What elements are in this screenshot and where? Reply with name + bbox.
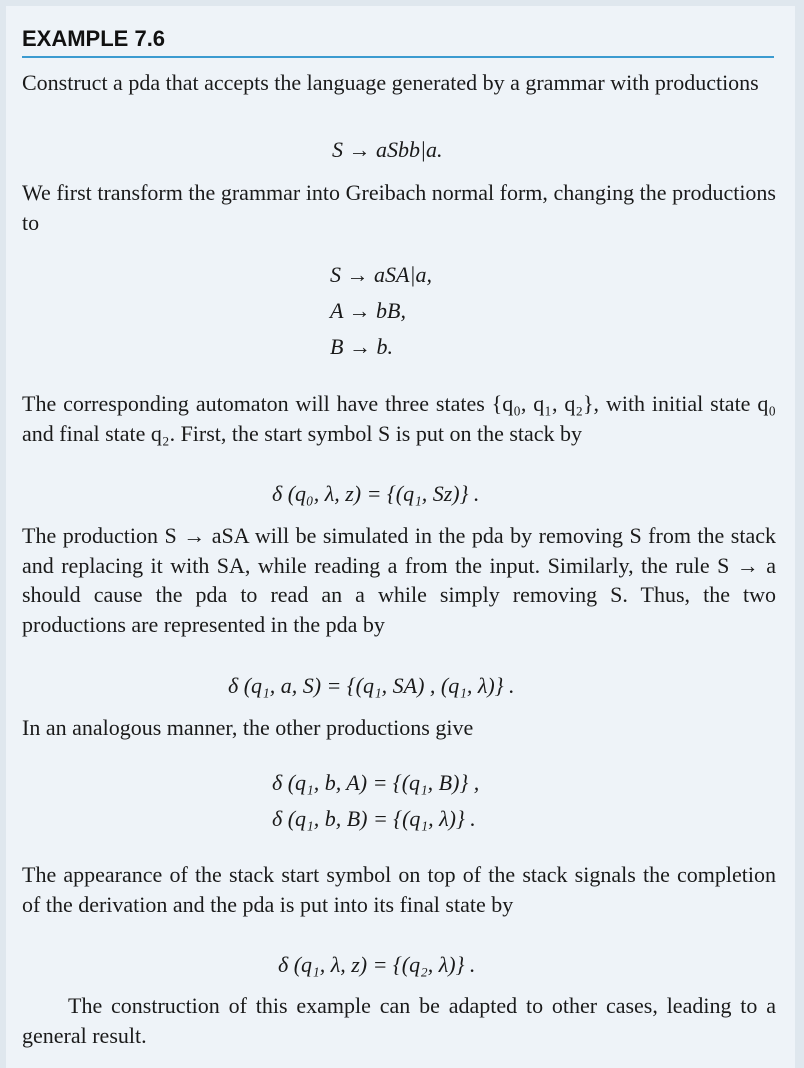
example-heading: EXAMPLE 7.6 <box>22 26 166 51</box>
equation-gnf-line-2: A → bB, <box>330 298 406 323</box>
paragraph-production-simulation: The production S → aSA will be simulated in the pda by removing S from the stack and replacing it with SA, while reading a from the input. Similarly, the rule S → a should cause the pda to read an a while simply removing S. Thus, the two productions are represented in the pda by <box>22 523 776 637</box>
equation-final-transition: δ (q₁, λ, z) = {(q₂, λ)} . <box>278 952 476 977</box>
equation-gnf-line-3: B → b. <box>330 334 393 359</box>
equation-start-transition: δ (q₀, λ, z) = {(q₁, Sz)} . <box>272 481 480 506</box>
equation-grammar: S → aSbb|a. <box>332 137 443 162</box>
paragraph-intro: Construct a pda that accepts the language generated by a grammar with productions <box>22 70 759 95</box>
equation-gnf-line-1: S → aSA|a, <box>330 262 432 287</box>
paragraph-final-state: The appearance of the stack start symbol on top of the stack signals the completion of the derivation and the pda is put into its final state by <box>22 862 776 917</box>
equation-b-transition: δ (q₁, b, B) = {(q₁, λ)} . <box>272 806 476 831</box>
paragraph-automaton: The corresponding automaton will have three states {q₀, q₁, q₂}, with initial state q₀ and final state q₂. First, the start symbol S is put on the stack by <box>22 391 776 446</box>
paragraph-analogous: In an analogous manner, the other productions give <box>22 715 474 740</box>
equation-s-transitions: δ (q₁, a, S) = {(q₁, SA) , (q₁, λ)} . <box>228 673 515 698</box>
document-page <box>6 6 795 1068</box>
equation-a-transition: δ (q₁, b, A) = {(q₁, B)} , <box>272 770 480 795</box>
paragraph-gnf-intro: We first transform the grammar into Greibach normal form, changing the productions to <box>22 180 776 235</box>
heading-rule <box>22 56 774 58</box>
paragraph-conclusion: The construction of this example can be adapted to other cases, leading to a general result. <box>22 993 776 1048</box>
